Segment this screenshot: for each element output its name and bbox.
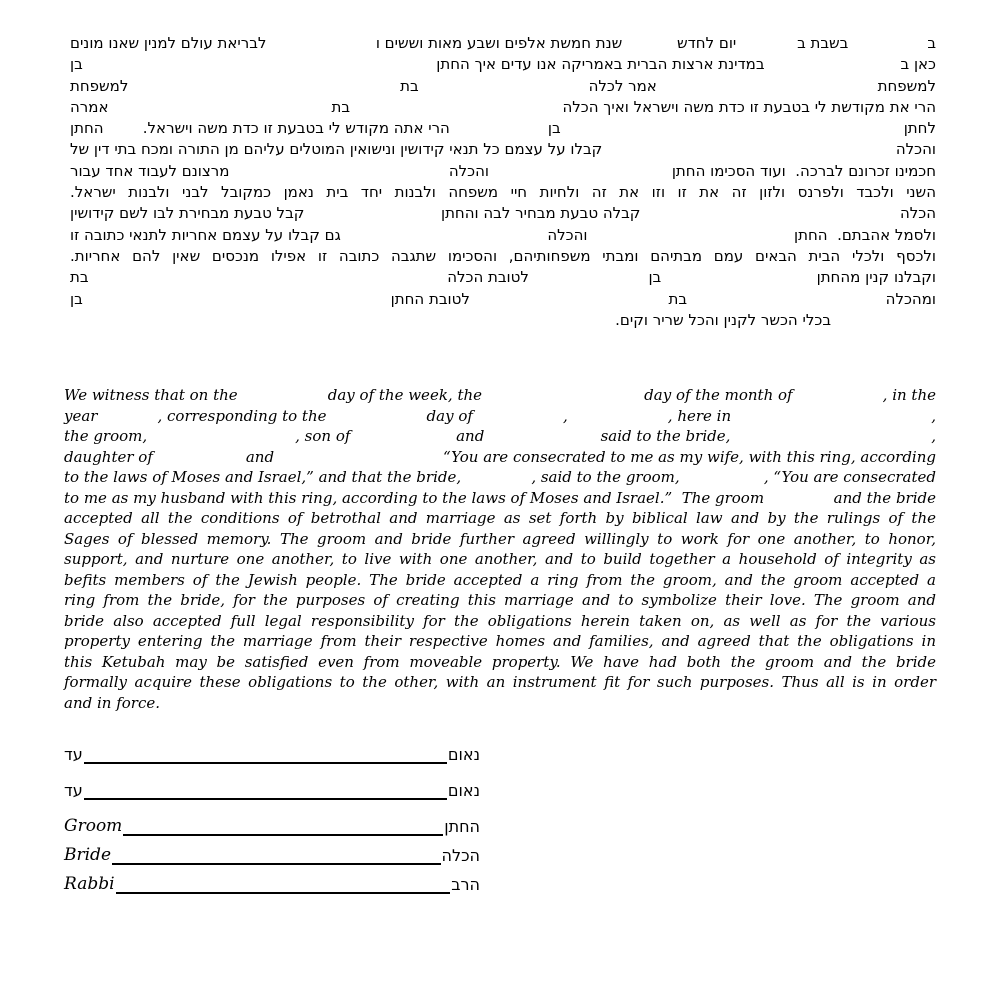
text-segment: לחתן <box>903 119 936 138</box>
text-segment: ומהכלה <box>885 289 936 308</box>
text-segment: החתן <box>70 119 104 138</box>
english-text-line: formally acquire these obligations to the other, with an instrument fit for such purposes. Thus all is in order <box>64 673 936 691</box>
rabbi-left-label: Rabbi <box>64 874 115 894</box>
english-text-line: property entering the marriage from their respective homes and families, and agreed that the obligations in <box>64 632 936 650</box>
text-segment: בכלי הכשר לקנין והכל שריר וקים. <box>615 310 831 329</box>
text-segment: בשבת ב <box>797 34 849 52</box>
text-segment: בן <box>70 289 83 308</box>
text-segment: קבלו על עצמם כל תנאי קידושין ונישואין המוטלים עליהם מן התורה ומכח בתי דין של <box>70 140 603 159</box>
english-text-line: this Ketubah may be satisfied even from moveable property. We have had both the groom and the bride <box>64 652 936 671</box>
text-segment: הרי אתה מקודש לי בטבעת זו כדת משה וישראל. <box>142 119 450 138</box>
text-segment: and <box>456 427 485 445</box>
text-segment: במדינת ארצות הברית באמריקה אנו עדים איך החתן <box>436 55 765 74</box>
hebrew-text-line <box>70 161 936 182</box>
hebrew-text-line <box>70 289 936 310</box>
hebrew-text-line <box>70 33 936 54</box>
text-segment: daughter of <box>64 447 153 466</box>
hebrew-text-line <box>70 54 936 75</box>
text-segment: , <box>562 406 568 425</box>
english-text-line: accepted all the conditions of betrothal and marriage as set forth by biblical law and by the rulings of the <box>64 509 936 527</box>
text-segment: to the laws of Moses and Israel,” and that the bride, <box>64 468 462 486</box>
witness-1-right-label: נאום <box>447 745 480 764</box>
text-segment: קבל טבעת מבחירת לבו לשם קידושין <box>70 204 305 223</box>
text-segment: קבלה טבעת מבחיר לבה והחתן <box>440 204 641 223</box>
english-text-line <box>64 467 936 488</box>
signature-row-witness-2 <box>64 778 480 800</box>
text-segment: למשפחת <box>877 76 936 95</box>
text-segment: גם קבלו על עצמם אחריות לתנאי כתובה זו <box>70 225 341 244</box>
text-segment: and <box>245 447 275 466</box>
text-segment: “You are consecrated to me as my wife, with this ring, according <box>443 447 936 466</box>
text-segment: והכלה <box>448 161 489 180</box>
text-segment: לבריאת עולם למנין שאנו מונים <box>70 34 267 52</box>
text-segment: והכלה <box>547 225 588 244</box>
text-segment: לטובת החתן <box>390 289 470 308</box>
english-text-line: bride also accepted full legal responsibility for the obligations herein taken on, as well as for the various <box>64 611 936 630</box>
english-text-line <box>64 385 936 406</box>
hebrew-text-line <box>70 267 936 288</box>
text-segment: , <box>931 406 936 425</box>
english-text-line <box>64 447 936 468</box>
text-segment: יום לחדש <box>676 34 737 52</box>
hebrew-text-line <box>70 310 936 331</box>
hebrew-text-line: ולכסף ולכלי הבית הבאים עמם מבתיהם ומבתי משפחותיהם, והסכימו שתגבה כתובה זו אפילו מנכסים שאין להם אחריות. <box>70 246 936 265</box>
text-segment: ולסמל אהבתם. החתן <box>794 225 936 244</box>
hebrew-text-line <box>70 118 936 139</box>
text-segment: and in force. <box>64 693 160 712</box>
english-text-line <box>64 693 936 714</box>
text-segment: כאן ב <box>900 55 936 74</box>
text-segment: and the bride <box>833 488 936 507</box>
text-segment: בן <box>70 55 83 74</box>
text-segment: day of <box>426 406 473 425</box>
text-segment: , here in <box>667 406 732 425</box>
bride-left-label: Bride <box>64 845 111 865</box>
english-text-line <box>64 406 936 427</box>
hebrew-text-line <box>70 76 936 97</box>
english-text-line <box>64 426 936 447</box>
english-text-line: befits members of the Jewish people. The bride accepted a ring from the groom, and the groom accepted a <box>64 570 936 589</box>
english-text-line <box>64 488 936 509</box>
text-segment: the groom, <box>64 427 148 445</box>
text-segment: day of the month of <box>644 386 793 404</box>
english-text-section <box>64 385 936 713</box>
text-segment: , in the <box>882 386 936 404</box>
text-segment: , said to the groom, <box>531 468 680 486</box>
groom-right-label: החתן <box>444 817 480 836</box>
hebrew-text-line <box>70 203 936 224</box>
text-segment: , corresponding to the <box>157 406 327 425</box>
hebrew-text-line <box>70 225 936 246</box>
text-segment: מרצונם לעבוד אחד עבור <box>70 161 230 180</box>
groom-signature-line <box>123 829 443 836</box>
witness-2-left-label: עד <box>64 781 83 800</box>
text-segment: We witness that on the <box>64 386 238 404</box>
hebrew-text-section <box>70 33 936 331</box>
bride-signature-line <box>112 858 441 865</box>
text-segment: אמרה <box>70 97 109 116</box>
text-segment: בת <box>331 97 351 116</box>
text-segment: וקבלנו קנין מהחתן <box>816 268 936 287</box>
text-segment: אמר לכלה <box>588 76 657 95</box>
text-segment: said to the bride, <box>600 427 731 445</box>
text-segment: בת <box>70 268 89 287</box>
text-segment: to me as my husband with this ring, according to the laws of Moses and Israel.” The groom <box>64 488 765 507</box>
text-segment: לטובת הכלה <box>447 268 529 287</box>
text-segment: בת <box>668 289 688 308</box>
text-segment: למשפחת <box>70 76 129 95</box>
signature-row-bride <box>64 843 480 865</box>
text-segment: שנת חמשת אלפים ושבע מאות וששים ו <box>375 34 623 52</box>
rabbi-signature-line <box>116 887 451 894</box>
signature-row-witness-1 <box>64 742 480 764</box>
hebrew-text-line <box>70 139 936 160</box>
signature-section <box>64 742 480 901</box>
text-segment: בן <box>648 268 662 287</box>
text-segment: ב <box>927 34 936 52</box>
signature-row-groom <box>64 814 480 836</box>
text-segment: day of the week, the <box>327 386 483 404</box>
rabbi-right-label: הרב <box>451 875 480 894</box>
text-segment: בת <box>400 76 419 95</box>
text-segment: , <box>931 427 936 445</box>
english-text-line: Sages of blessed memory. The groom and bride further agreed willingly to work for one another, to honor, <box>64 529 936 548</box>
english-text-line: ring from the bride, for the purposes of creating this marriage and to symbolize their love. The groom and <box>64 591 936 609</box>
witness-2-right-label: נאום <box>447 781 480 800</box>
text-segment: הרי את מקודשת לי בטבעת זו כדת משה וישראל ואיך הכלה <box>562 97 936 116</box>
witness-1-left-label: עד <box>64 745 83 764</box>
hebrew-text-line: השני ולכבד ולפרנס ולזון זה את זו וזו את זה ולחיות חיי משפחה ולבנות יחד בית נאמן כמקובל לבני ולבנות ישראל. <box>70 183 936 202</box>
text-segment: הכלה <box>899 204 936 223</box>
text-segment: בן <box>547 119 561 138</box>
text-segment: חכמינו זכרונם לברכה. ועוד הסכימו החתן <box>671 161 936 180</box>
text-segment: , “You are consecrated <box>763 468 936 486</box>
english-text-line: support, and nurture one another, to live with one another, and to build together a household of integrity as <box>64 550 936 568</box>
bride-right-label: הכלה <box>441 846 480 865</box>
witness-2-signature-line <box>84 793 447 800</box>
signature-row-rabbi <box>64 872 480 894</box>
witness-1-signature-line <box>84 757 447 764</box>
text-segment: year <box>64 406 98 425</box>
text-segment: והכלה <box>895 140 936 159</box>
hebrew-text-line <box>70 97 936 118</box>
groom-left-label: Groom <box>64 816 123 836</box>
text-segment: , son of <box>295 427 351 445</box>
